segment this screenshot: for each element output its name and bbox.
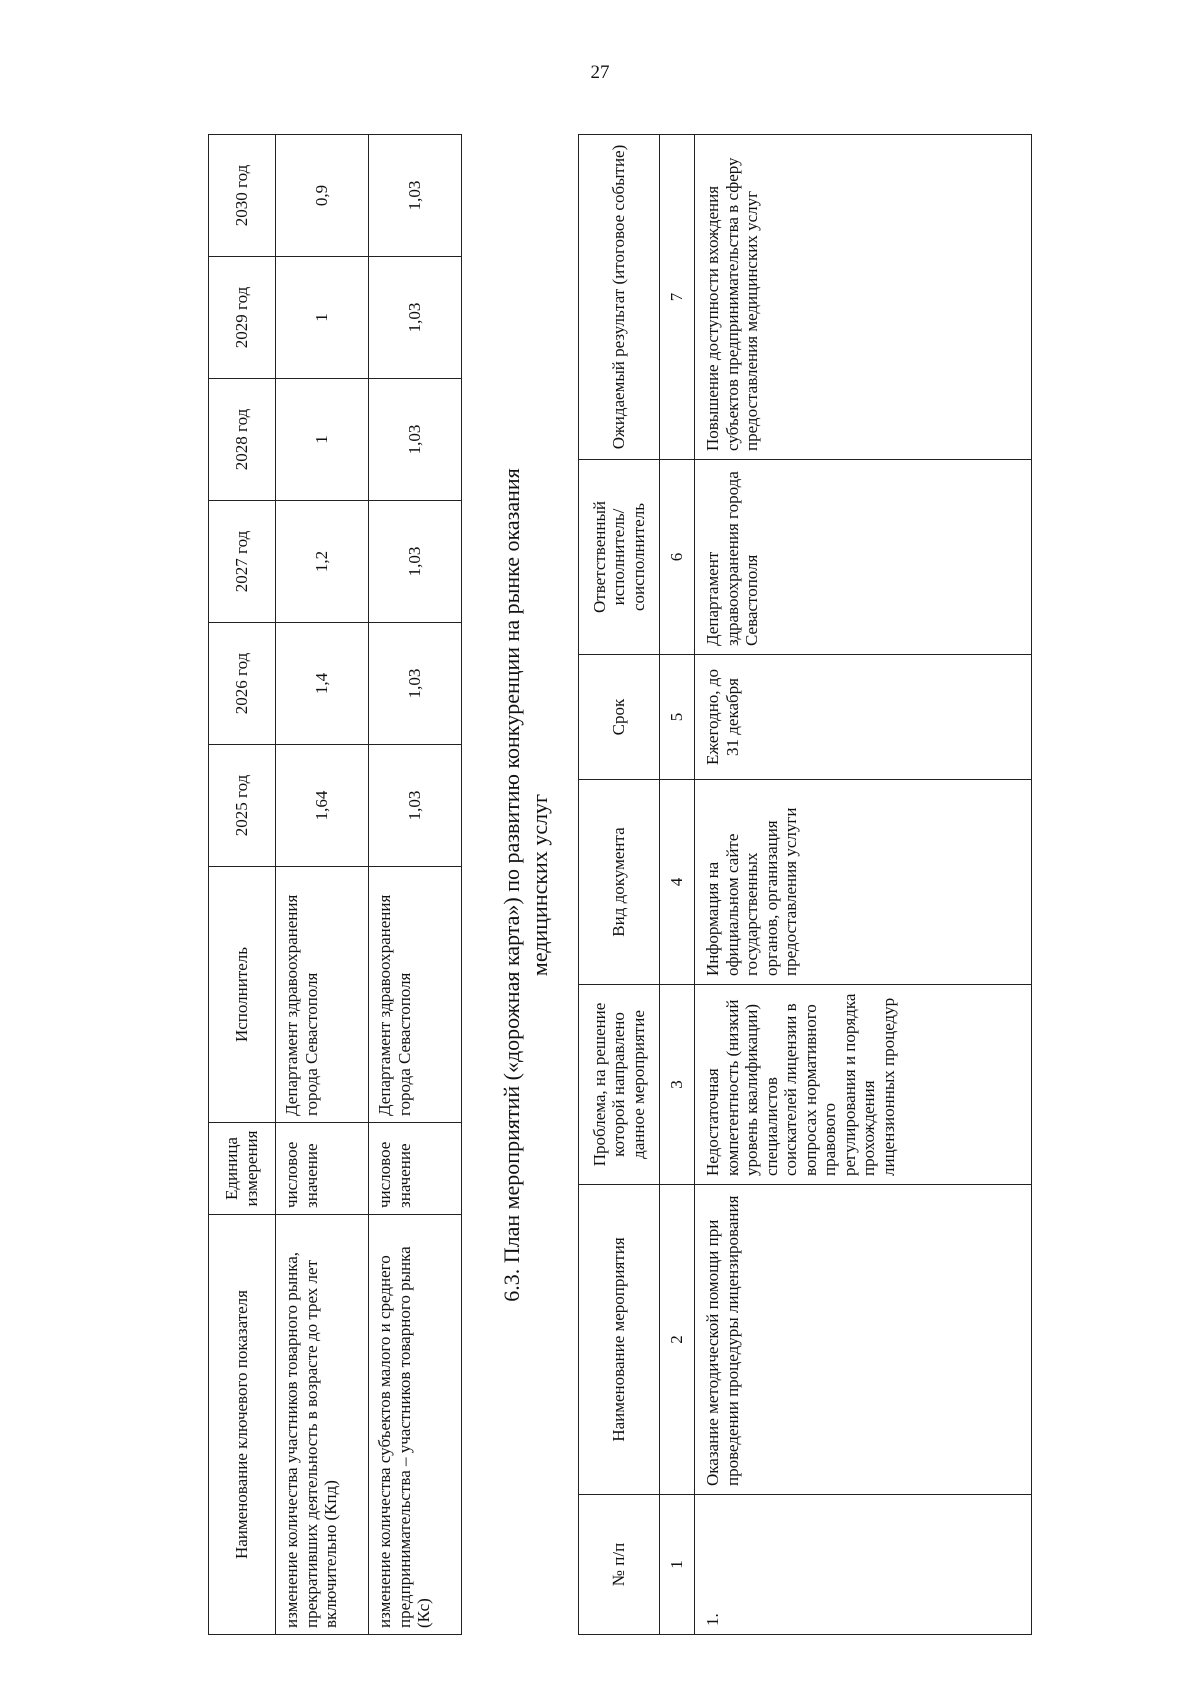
expected-result: Повышение доступности вхождения субъектов предпринимательства в сферу предоставления медицинских услуг	[695, 135, 1032, 460]
header-2028: 2028 год	[209, 379, 276, 501]
header-indicator-name: Наименование ключевого показателя	[209, 1215, 276, 1635]
indicator-unit: числовое значение	[369, 1123, 462, 1215]
section-heading-line2: медицинских услуг	[526, 793, 552, 977]
value-2030: 0,9	[276, 135, 369, 257]
header-document-type: Вид документа	[579, 780, 660, 985]
header-2025: 2025 год	[209, 745, 276, 867]
value-2030: 1,03	[369, 135, 462, 257]
header-number: № п/п	[579, 1495, 660, 1635]
value-2027: 1,03	[369, 501, 462, 623]
header-executor: Исполнитель	[209, 867, 276, 1123]
header-2029: 2029 год	[209, 257, 276, 379]
document-type: Информация на официальном сайте государственных органов, организация предоставления услуги	[695, 780, 1032, 985]
header-2027: 2027 год	[209, 501, 276, 623]
table-row	[369, 135, 462, 1635]
table-header-row	[579, 135, 660, 1635]
value-2025: 1,64	[276, 745, 369, 867]
value-2027: 1,2	[276, 501, 369, 623]
deadline: Ежегодно, до 31 декабря	[695, 655, 1032, 780]
column-number: 4	[660, 780, 695, 985]
indicator-executor: Департамент здравоохранения города Севастополя	[276, 867, 369, 1123]
roadmap-table	[578, 134, 1032, 1635]
value-2025: 1,03	[369, 745, 462, 867]
value-2029: 1	[276, 257, 369, 379]
table-header-row	[209, 135, 276, 1635]
key-indicators-table	[208, 134, 462, 1635]
column-number: 6	[660, 460, 695, 655]
column-number: 7	[660, 135, 695, 460]
column-number: 1	[660, 1495, 695, 1635]
value-2026: 1,03	[369, 623, 462, 745]
header-unit: Единица измерения	[209, 1123, 276, 1215]
header-problem: Проблема, на решение которой направлено данное мероприятие	[579, 985, 660, 1185]
responsible-executor: Департамент здравоохранения города Севастополя	[695, 460, 1032, 655]
indicator-name: изменение количества участников товарного рынка, прекративших деятельность в возрасте до трех лет включительно (Кпд)	[276, 1215, 369, 1635]
header-responsible: Ответственный исполнитель/ соисполнитель	[579, 460, 660, 655]
table-row	[276, 135, 369, 1635]
value-2028: 1	[276, 379, 369, 501]
header-2026: 2026 год	[209, 623, 276, 745]
column-number: 3	[660, 985, 695, 1185]
landscape-content	[208, 135, 1088, 1635]
section-heading	[498, 135, 553, 1635]
indicator-unit: числовое значение	[276, 1123, 369, 1215]
section-heading-line1: 6.3. План мероприятий («дорожная карта») по развитию конкуренции на рынке оказания	[499, 468, 524, 1302]
table-row	[695, 135, 1032, 1635]
indicator-name: изменение количества субъектов малого и среднего предпринимательства – участников товарного рынка (Кс)	[369, 1215, 462, 1635]
indicator-executor: Департамент здравоохранения города Севастополя	[369, 867, 462, 1123]
column-number: 5	[660, 655, 695, 780]
measure-name: Оказание методической помощи при проведении процедуры лицензирования	[695, 1185, 1032, 1495]
column-number-row	[660, 135, 695, 1635]
header-2030: 2030 год	[209, 135, 276, 257]
header-measure-name: Наименование мероприятия	[579, 1185, 660, 1495]
value-2026: 1,4	[276, 623, 369, 745]
value-2029: 1,03	[369, 257, 462, 379]
column-number: 2	[660, 1185, 695, 1495]
header-deadline: Срок	[579, 655, 660, 780]
row-number: 1.	[695, 1495, 1032, 1635]
header-expected-result: Ожидаемый результат (итоговое событие)	[579, 135, 660, 460]
page-number: 27	[590, 62, 610, 83]
value-2028: 1,03	[369, 379, 462, 501]
measure-problem: Недостаточная компетентность (низкий уровень квалификации) специалистов соискателей лицензии в вопросах нормативного правового регулирования и порядка прохождения лицензионных процедур	[695, 985, 1032, 1185]
